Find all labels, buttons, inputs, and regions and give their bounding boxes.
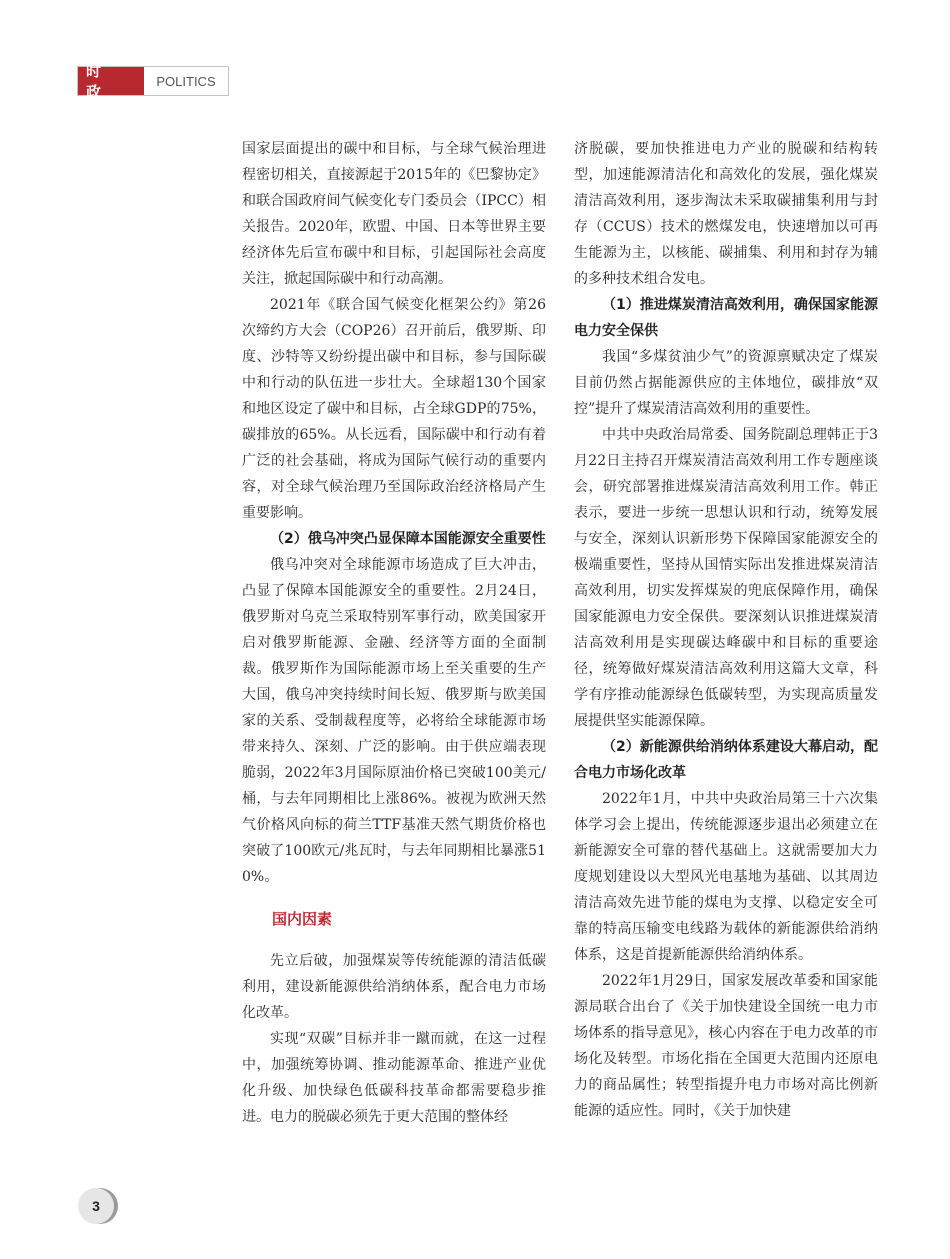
paragraph: 2022年1月29日，国家发展改革委和国家能源局联合出台了《关于加快建设全国统一电力市场体系的指导意见》，核心内容在于电力改革的市场化及转型。市场化指在全国更大范围内还原电力的商品属性；转型指提升电力市场对高比例新能源的适应性。同时，《关于加快建 bbox=[574, 973, 878, 1119]
left-column bbox=[242, 136, 546, 1130]
section-header-tab bbox=[77, 62, 229, 101]
paragraph: 我国“多煤贫油少气”的资源禀赋决定了煤炭目前仍然占据能源供应的主体地位，碳排放“双控”提升了煤炭清洁高效利用的重要性。 bbox=[574, 349, 878, 417]
right-column bbox=[574, 136, 878, 1124]
paragraph: 2022年1月，中共中央政治局第三十六次集体学习会上提出，传统能源逐步退出必须建立在新能源安全可靠的替代基础上。这就需要加大力度规划建设以大型风光电基地为基础、以其周边清洁高效先进节能的煤电为支撑、以稳定安全可靠的特高压输变电线路为载体的新能源供给消纳体系，这是首提新能源供给消纳体系。 bbox=[574, 791, 878, 963]
paragraph: 2021年《联合国气候变化框架公约》第26次缔约方大会（COP26）召开前后，俄罗斯、印度、沙特等又纷纷提出碳中和目标，参与国际碳中和行动的队伍进一步壮大。全球超130个国家和地区设定了碳中和目标，占全球GDP的75%，碳排放的65%。从长远看，国际碳中和行动有着广泛的社会基础，将成为国际气候行动的重要内容，对全球气候治理乃至国际政治经济格局产生重要影响。 bbox=[242, 297, 546, 521]
section-label-cn: 时 政 bbox=[78, 67, 144, 95]
page-number: 3 bbox=[78, 1188, 114, 1224]
page-number-badge bbox=[78, 1188, 120, 1224]
subheading: （2）俄乌冲突凸显保障本国能源安全重要性 bbox=[270, 531, 546, 547]
paragraph: 俄乌冲突对全球能源市场造成了巨大冲击，凸显了保障本国能源安全的重要性。2月24日，俄罗斯对乌克兰采取特别军事行动，欧美国家开启对俄罗斯能源、金融、经济等方面的全面制裁。俄罗斯作为国际能源市场上至关重要的生产大国，俄乌冲突持续时间长短、俄罗斯与欧美国家的关系、受制裁程度等，必将给全球能源市场带来持久、深刻、广泛的影响。由于供应端表现脆弱，2022年3月国际原油价格已突破100美元/桶，与去年同期相比上涨86%。被视为欧洲天然气价格风向标的荷兰TTF基准天然气期货价格也突破了100欧元/兆瓦时，与去年同期相比暴涨510%。 bbox=[242, 557, 546, 885]
paragraph: 国家层面提出的碳中和目标，与全球气候治理进程密切相关，直接源起于2015年的《巴黎协定》和联合国政府间气候变化专门委员会（IPCC）相关报告。2020年，欧盟、中国、日本等世界主要经济体先后宣布碳中和目标，引起国际社会高度关注，掀起国际碳中和行动高潮。 bbox=[242, 141, 546, 287]
paragraph: 实现“双碳”目标并非一蹴而就，在这一过程中，加强统筹协调、推动能源革命、推进产业优化升级、加快绿色低碳科技革命都需要稳步推进。电力的脱碳必须先于更大范围的整体经 bbox=[242, 1031, 546, 1125]
paragraph: 先立后破，加强煤炭等传统能源的清洁低碳利用，建设新能源供给消纳体系，配合电力市场化改革。 bbox=[242, 953, 546, 1021]
paragraph: 中共中央政治局常委、国务院副总理韩正于3月22日主持召开煤炭清洁高效利用工作专题座谈会，研究部署推进煤炭清洁高效利用工作。韩正表示，要进一步统一思想认识和行动，统筹发展与安全，深刻认识新形势下保障国家能源安全的极端重要性，坚持从国情实际出发推进煤炭清洁高效利用，切实发挥煤炭的兜底保障作用，确保国家能源电力安全保供。要深刻认识推进煤炭清洁高效利用是实现碳达峰碳中和目标的重要途径，统筹做好煤炭清洁高效利用这篇大文章，科学有序推动能源绿色低碳转型，为实现高质量发展提供坚实能源保障。 bbox=[574, 427, 878, 729]
section-label-en: POLITICS bbox=[144, 67, 228, 95]
section-heading: 国内因素 bbox=[272, 910, 333, 928]
subheading: （2）新能源供给消纳体系建设大幕启动，配合电力市场化改革 bbox=[574, 739, 878, 781]
paragraph: 济脱碳，要加快推进电力产业的脱碳和结构转型，加速能源清洁化和高效化的发展，强化煤炭清洁高效利用，逐步淘汰未采取碳捕集利用与封存（CCUS）技术的燃煤发电，快速增加以可再生能源为主，以核能、碳捕集、利用和封存为辅的多种技术组合发电。 bbox=[574, 141, 878, 287]
subheading: （1）推进煤炭清洁高效利用，确保国家能源电力安全保供 bbox=[574, 297, 878, 339]
